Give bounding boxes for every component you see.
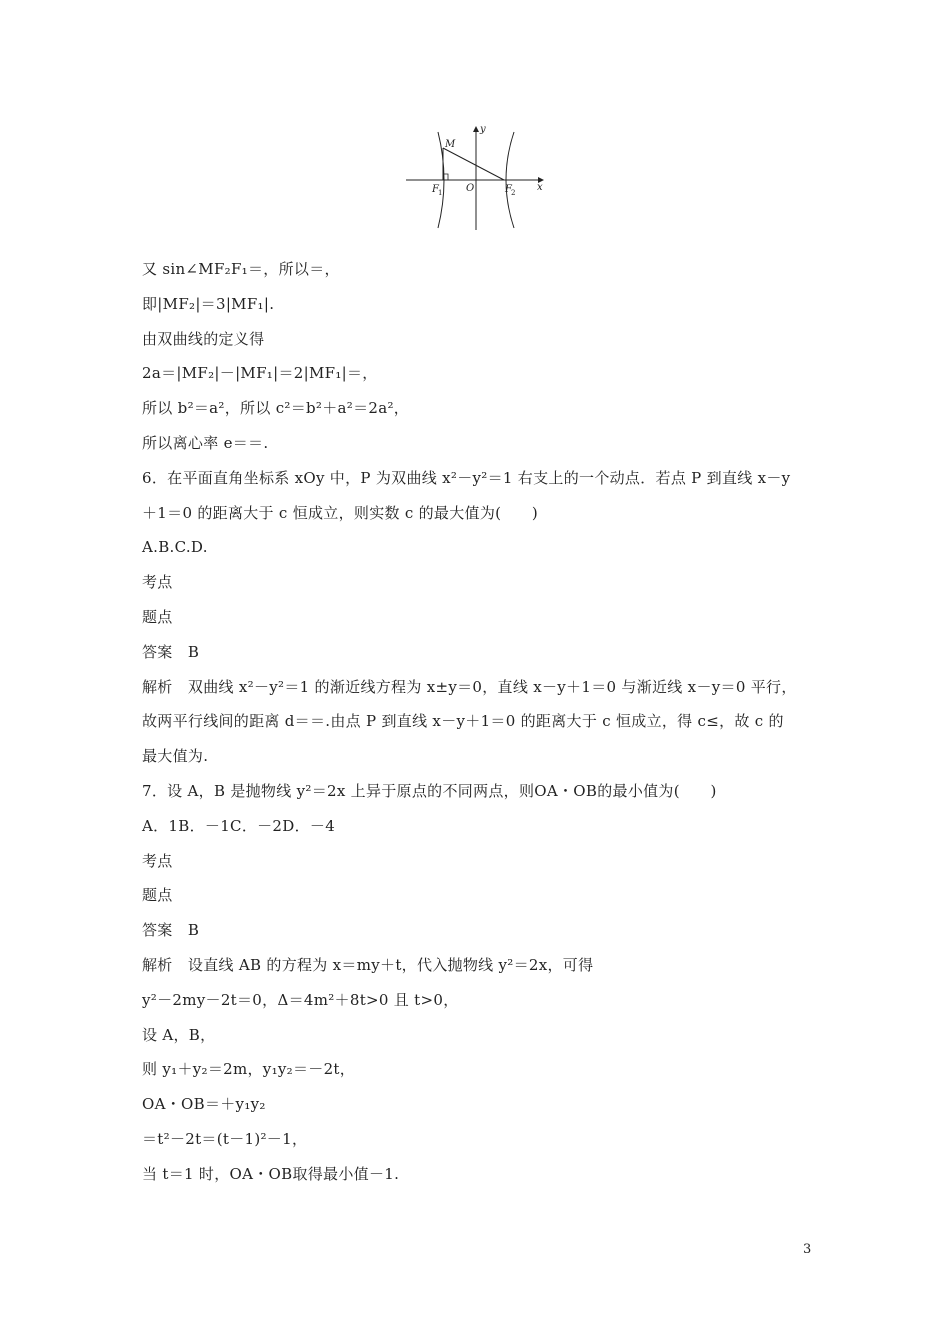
answer-line: 答案 B <box>142 921 200 940</box>
hyperbola-figure <box>400 118 550 236</box>
analysis-line: 解析 设直线 AB 的方程为 x＝my＋t，代入抛物线 y²＝2x，可得 <box>142 955 594 974</box>
text-line: 即|MF₂|＝3|MF₁|. <box>142 294 275 313</box>
analysis-line: OA・OB＝＋y₁y₂ <box>142 1095 266 1114</box>
page-number: 3 <box>803 1242 812 1257</box>
analysis-line: 则 y₁＋y₂＝2m，y₁y₂＝－2t， <box>142 1060 356 1079</box>
label-x: x <box>537 182 543 193</box>
y-axis-arrow <box>473 126 479 132</box>
analysis-line: 解析 双曲线 x²－y²＝1 的渐近线方程为 x±y＝0，直线 x－y＋1＝0 与渐近线 x－y＝0 平行， <box>142 677 797 696</box>
text-line: 又 sin∠MF₂F₁＝，所以＝， <box>142 260 340 278</box>
question-6-options: A.B.C.D. <box>142 538 208 557</box>
text-line: 2a＝|MF₂|－|MF₁|＝2|MF₁|＝， <box>142 364 378 383</box>
question-6-line: 6．在平面直角坐标系 xOy 中，P 为双曲线 x²－y²＝1 右支上的一个动点．若点 P 到直线 x－y <box>142 468 791 487</box>
label-y: y <box>480 124 486 135</box>
question-7-options: A．1B．－1C．－2D．－4 <box>142 816 336 835</box>
text-line: 由双曲线的定义得 <box>142 329 265 348</box>
solution-text <box>142 252 832 1192</box>
hyperbola-diagram <box>400 118 550 236</box>
label-O: O <box>466 183 475 194</box>
label-F1-subscript: 1 <box>438 189 443 197</box>
question-7-line: 7．设 A，B 是抛物线 y²＝2x 上异于原点的不同两点，则OA・OB的最小值为( ) <box>142 781 717 800</box>
analysis-line: 最大值为. <box>142 747 209 766</box>
analysis-line: y²－2my－2t＝0，Δ＝4m²＋8t>0 且 t>0， <box>142 990 459 1009</box>
text-line: 所以离心率 e＝＝. <box>142 433 269 452</box>
analysis-line: 当 t＝1 时，OA・OB取得最小值－1. <box>142 1164 400 1183</box>
analysis-line: 设 A，B， <box>142 1025 216 1044</box>
label-F1: F <box>432 184 439 195</box>
analysis-line: 故两平行线间的距离 d＝＝.由点 P 到直线 x－y＋1＝0 的距离大于 c 恒成立，得 c≤，故 c 的 <box>142 712 784 731</box>
question-type-label: 题点 <box>142 886 173 905</box>
text-line: 所以 b²＝a²，所以 c²＝b²＋a²＝2a²， <box>142 399 410 418</box>
question-type-label: 题点 <box>142 607 173 626</box>
knowledge-point-label: 考点 <box>142 851 173 870</box>
answer-line: 答案 B <box>142 642 200 661</box>
label-M: M <box>445 139 456 150</box>
label-F2: F <box>505 184 512 195</box>
knowledge-point-label: 考点 <box>142 573 173 592</box>
question-6-line: ＋1＝0 的距离大于 c 恒成立，则实数 c 的最大值为( ) <box>142 503 539 522</box>
segment-MF2 <box>443 148 504 180</box>
label-F2-subscript: 2 <box>511 189 516 197</box>
analysis-line: ＝t²－2t＝(t－1)²－1， <box>142 1129 308 1148</box>
